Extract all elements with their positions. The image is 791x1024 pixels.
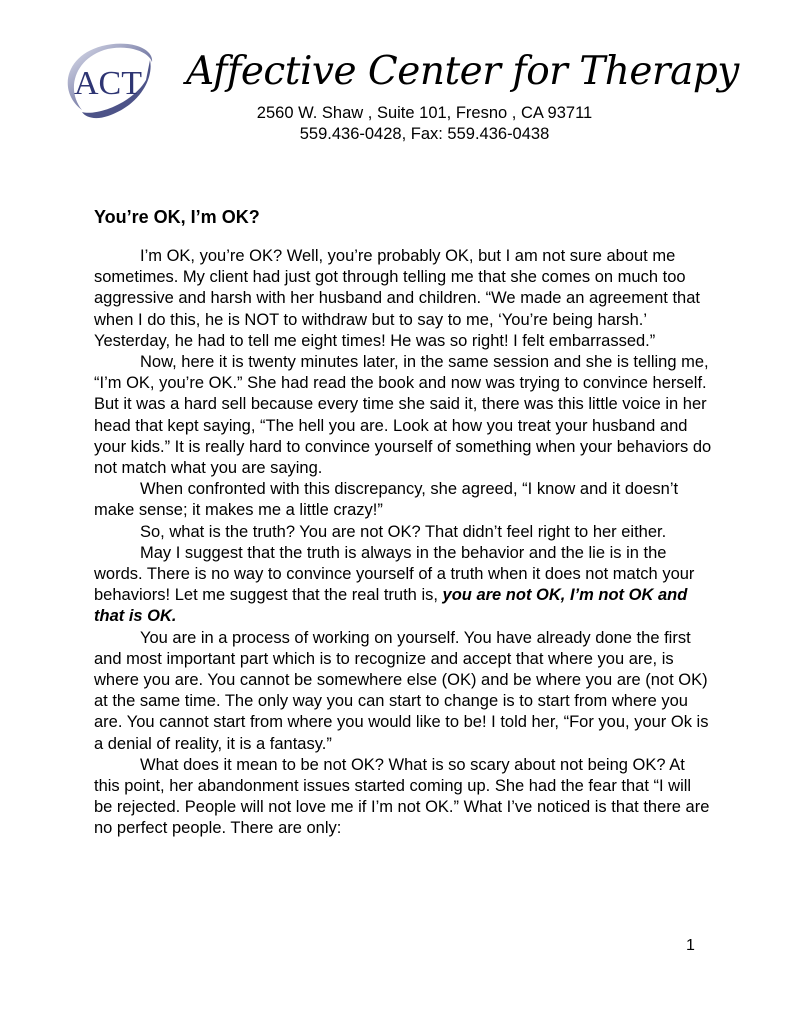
paragraph: I’m OK, you’re OK? Well, you’re probably OK, but I am not sure about me sometimes. My client had just got through telling me that she comes on much too aggressive and harsh with her husband and children. “We made an agreement that when I do this, he is NOT to withdraw but to say to me, ‘You’re being harsh.’ Yesterday, he had to tell me eight times! He was so right! I felt embarrassed.”: [94, 247, 700, 350]
paragraph: When confronted with this discrepancy, she agreed, “I know and it doesn’t make sense; it makes me a little crazy!”: [94, 480, 679, 520]
address-line: 2560 W. Shaw , Suite 101, Fresno , CA 93711: [256, 104, 593, 122]
emphasized-statement: you are not OK, I’m not OK and that is OK.: [94, 586, 688, 626]
paragraph: You are in a process of working on yourself. You have already done the first and most important part which is to recognize and accept that where you are, is where you are. You cannot be somewhere else (OK) and be where you are (not OK) at the same time. The only way you can start to change is to start from where you are. You cannot start from where you would like to be! I told her, “For you, your Ok is a denial of reality, it is a fantasy.”: [94, 628, 709, 753]
org-name: Affective Center for Therapy: [186, 49, 739, 94]
paragraph: Now, here it is twenty minutes later, in the same session and she is telling me, “I’m OK, you’re OK.” She had read the book and now was trying to convince herself. But it was a hard sell because every time she said it, there was this little voice in her head that kept saying, “The hell you are. Look at how you treat your husband and your kids.” It is really hard to convince yourself of something when your behaviors do not match what you are saying.: [94, 353, 712, 478]
paragraph-truth: [94, 543, 714, 628]
article-title: You’re OK, I’m OK?: [94, 207, 260, 227]
article-body: [94, 246, 714, 840]
logo-letters: ACT: [74, 65, 142, 102]
paragraph-lead: May I suggest that the truth is always in the behavior and the lie is in the words. There is no way to convince yourself of a truth when it does not match your behaviors! Let me suggest that the real truth is,: [94, 543, 695, 605]
paragraph: So, what is the truth? You are not OK? That didn’t feel right to her either.: [140, 522, 667, 541]
page-number: 1: [686, 937, 695, 954]
phone-fax-line: 559.436-0428, Fax: 559.436-0438: [299, 125, 550, 143]
paragraph: What does it mean to be not OK? What is so scary about not being OK? At this point, her abandonment issues started coming up. She had the fear that “I will be rejected. People will not love me if I’m not OK.” What I’ve noticed is that there are no perfect people. There are only:: [94, 755, 710, 838]
